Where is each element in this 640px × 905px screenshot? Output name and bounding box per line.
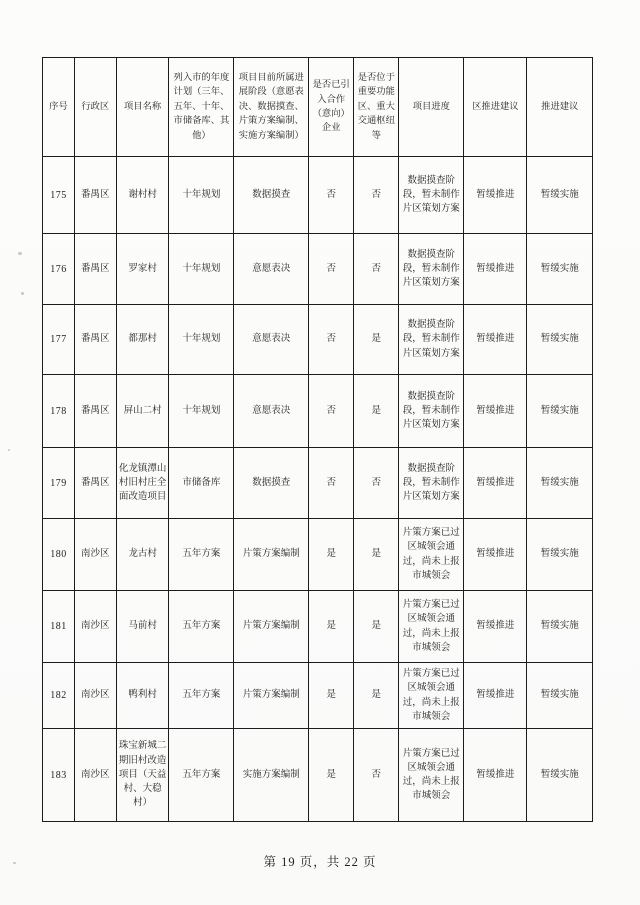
serial-number-cell: 181 xyxy=(43,591,75,663)
scan-artifact xyxy=(8,449,10,451)
table-row xyxy=(43,375,593,448)
table-cell: 暂缓实施 xyxy=(527,234,593,305)
table-cell: 意愿表决 xyxy=(234,375,309,448)
table-cell: 十年规划 xyxy=(169,305,234,375)
table-cell: 数据摸查阶段，暂未制作片区策划方案 xyxy=(399,234,464,305)
table-cell: 都那村 xyxy=(116,305,169,375)
table-cell: 鸭利村 xyxy=(116,663,169,729)
table-cell: 片策方案已过区城领会通过，尚未上报市城领会 xyxy=(399,519,464,591)
scan-artifact xyxy=(21,292,24,295)
table-cell: 否 xyxy=(354,729,399,822)
table-body xyxy=(43,157,593,822)
table-cell: 否 xyxy=(309,157,354,234)
table-cell: 暂缓实施 xyxy=(527,591,593,663)
projects-table xyxy=(42,57,593,822)
table-cell: 是 xyxy=(309,591,354,663)
table-cell: 否 xyxy=(354,157,399,234)
column-header: 序号 xyxy=(43,58,75,157)
table-row xyxy=(43,157,593,234)
table-cell: 数据摸查阶段，暂未制作片区策划方案 xyxy=(399,375,464,448)
table-cell: 暂缓推进 xyxy=(464,448,527,519)
table-cell: 暂缓推进 xyxy=(464,234,527,305)
table-cell: 暂缓推进 xyxy=(464,591,527,663)
table-cell: 谢村村 xyxy=(116,157,169,234)
table-cell: 暂缓实施 xyxy=(527,448,593,519)
table-cell: 暂缓推进 xyxy=(464,663,527,729)
table-cell: 片策方案编制 xyxy=(234,519,309,591)
table-cell: 是 xyxy=(354,305,399,375)
table-row xyxy=(43,448,593,519)
column-header: 推进建议 xyxy=(527,58,593,157)
page-number: 第 19 页，共 22 页 xyxy=(263,855,377,869)
table-cell: 是 xyxy=(309,663,354,729)
table-cell: 珠宝新城二期旧村改造项目（天益村、大稳村） xyxy=(116,729,169,822)
table-cell: 番禺区 xyxy=(74,234,116,305)
table-cell: 番禺区 xyxy=(74,157,116,234)
table-cell: 十年规划 xyxy=(169,234,234,305)
serial-number-cell: 180 xyxy=(43,519,75,591)
table-cell: 否 xyxy=(309,375,354,448)
table-cell: 意愿表决 xyxy=(234,234,309,305)
serial-number-cell: 182 xyxy=(43,663,75,729)
table-cell: 片策方案编制 xyxy=(234,591,309,663)
table-cell: 暂缓实施 xyxy=(527,157,593,234)
table-row xyxy=(43,305,593,375)
table-cell: 龙古村 xyxy=(116,519,169,591)
column-header: 项目进度 xyxy=(399,58,464,157)
header-row xyxy=(43,58,593,157)
table-cell: 片策方案编制 xyxy=(234,663,309,729)
table-header xyxy=(43,58,593,157)
table-row xyxy=(43,234,593,305)
table-cell: 番禺区 xyxy=(74,448,116,519)
table-cell: 片策方案已过区城领会通过，尚未上报市城领会 xyxy=(399,729,464,822)
serial-number-cell: 179 xyxy=(43,448,75,519)
serial-number-cell: 175 xyxy=(43,157,75,234)
table-cell: 五年方案 xyxy=(169,591,234,663)
table-cell: 数据摸查阶段，暂未制作片区策划方案 xyxy=(399,448,464,519)
table-cell: 否 xyxy=(309,234,354,305)
table-cell: 暂缓推进 xyxy=(464,375,527,448)
table-cell: 数据摸查阶段，暂未制作片区策划方案 xyxy=(399,157,464,234)
table-cell: 马前村 xyxy=(116,591,169,663)
table-cell: 是 xyxy=(354,375,399,448)
table-cell: 暂缓实施 xyxy=(527,305,593,375)
table-cell: 暂缓推进 xyxy=(464,519,527,591)
table-cell: 暂缓推进 xyxy=(464,305,527,375)
table-cell: 化龙镇潭山村旧村庄全面改造项目 xyxy=(116,448,169,519)
table-row xyxy=(43,729,593,822)
table-row xyxy=(43,519,593,591)
table-cell: 数据摸查 xyxy=(234,448,309,519)
table-cell: 市储备库 xyxy=(169,448,234,519)
table-cell: 意愿表决 xyxy=(234,305,309,375)
table-cell: 是 xyxy=(354,663,399,729)
table-cell: 暂缓推进 xyxy=(464,157,527,234)
column-header: 是否已引入合作（意向）企业 xyxy=(309,58,354,157)
table-cell: 数据摸查阶段，暂未制作片区策划方案 xyxy=(399,305,464,375)
table-cell: 五年方案 xyxy=(169,729,234,822)
table-cell: 南沙区 xyxy=(74,663,116,729)
table-cell: 暂缓实施 xyxy=(527,519,593,591)
table-cell: 屏山二村 xyxy=(116,375,169,448)
column-header: 项目目前所属进展阶段（意愿表决、数据摸查、片策方案编制、实施方案编制） xyxy=(234,58,309,157)
serial-number-cell: 177 xyxy=(43,305,75,375)
table-cell: 十年规划 xyxy=(169,157,234,234)
table-cell: 片策方案已过区城领会通过，尚未上报市城领会 xyxy=(399,663,464,729)
table-cell: 片策方案已过区城领会通过，尚未上报市城领会 xyxy=(399,591,464,663)
table-cell: 五年方案 xyxy=(169,519,234,591)
serial-number-cell: 178 xyxy=(43,375,75,448)
table-cell: 南沙区 xyxy=(74,519,116,591)
table-cell: 番禺区 xyxy=(74,305,116,375)
serial-number-cell: 183 xyxy=(43,729,75,822)
table-cell: 否 xyxy=(354,234,399,305)
column-header: 区推进建议 xyxy=(464,58,527,157)
table-cell: 十年规划 xyxy=(169,375,234,448)
table-cell: 是 xyxy=(354,519,399,591)
table-cell: 暂缓实施 xyxy=(527,663,593,729)
column-header: 项目名称 xyxy=(116,58,169,157)
table-cell: 暂缓实施 xyxy=(527,375,593,448)
table-cell: 是 xyxy=(309,519,354,591)
scan-artifact xyxy=(13,862,16,864)
table-cell: 南沙区 xyxy=(74,729,116,822)
table-cell: 否 xyxy=(354,448,399,519)
serial-number-cell: 176 xyxy=(43,234,75,305)
table-cell: 番禺区 xyxy=(74,375,116,448)
table-cell: 罗家村 xyxy=(116,234,169,305)
table-cell: 暂缓推进 xyxy=(464,729,527,822)
table-cell: 暂缓实施 xyxy=(527,729,593,822)
column-header: 是否位于重要功能区、重大交通枢纽等 xyxy=(354,58,399,157)
column-header: 列入市的年度计划（三年、五年、十年、市储备库、其他） xyxy=(169,58,234,157)
table-cell: 实施方案编制 xyxy=(234,729,309,822)
table-cell: 是 xyxy=(354,591,399,663)
table-cell: 否 xyxy=(309,305,354,375)
table-cell: 否 xyxy=(309,448,354,519)
table-cell: 五年方案 xyxy=(169,663,234,729)
table-cell: 数据摸查 xyxy=(234,157,309,234)
table-cell: 南沙区 xyxy=(74,591,116,663)
scan-artifact xyxy=(18,252,22,255)
table-row xyxy=(43,663,593,729)
table-cell: 是 xyxy=(309,729,354,822)
column-header: 行政区 xyxy=(74,58,116,157)
table-row xyxy=(43,591,593,663)
